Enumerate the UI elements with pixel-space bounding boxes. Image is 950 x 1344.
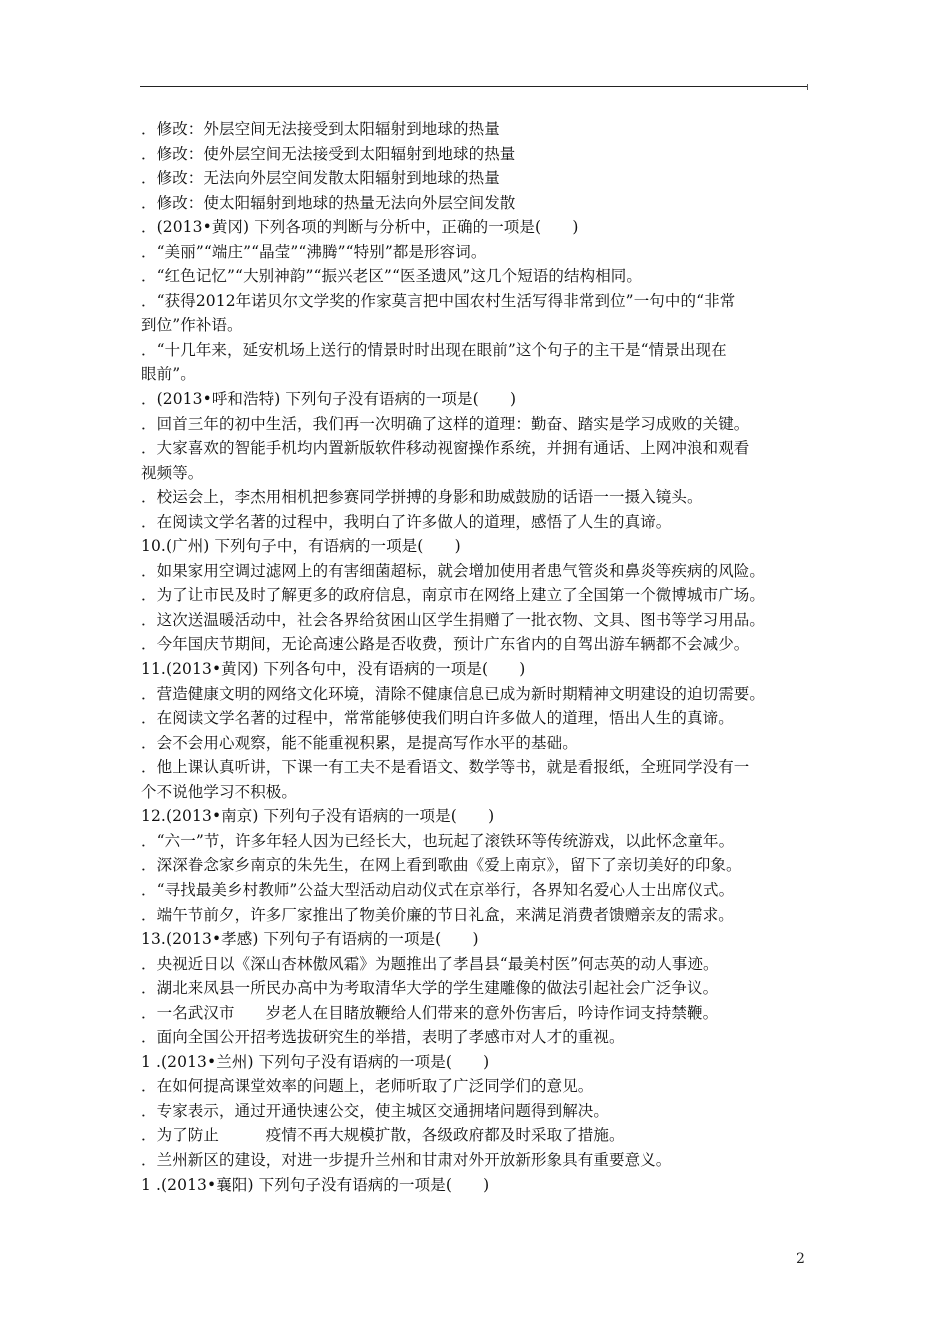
text-line: ．“六一”节，许多年轻人因为已经长大，也玩起了滚铁环等传统游戏，以此怀念童年。 [141, 831, 735, 850]
question-stem: 1 .(2013•襄阳) 下列句子没有语病的一项是( ) [141, 1175, 490, 1194]
text-line: ．修改：外层空间无法接受到太阳辐射到地球的热量 [141, 120, 500, 138]
header-rule-end-mark [807, 84, 808, 90]
question-stem: 11.(2013•黄冈) 下列各句中，没有语病的一项是( ) [141, 660, 526, 679]
text-line: 个不说他学习不积极。 [141, 782, 298, 801]
question-stem: 13.(2013•孝感) 下列句子有语病的一项是( ) [141, 930, 479, 949]
text-line: ．一名武汉市 岁老人在目睹放鞭给人们带来的意外伤害后，吟诗作词支持禁鞭。 [141, 1003, 719, 1022]
text-line: 视频等。 [141, 463, 204, 482]
text-line: ．如果家用空调过滤网上的有害细菌超标，就会增加使用者患气管炎和鼻炎等疾病的风险。 [141, 561, 766, 580]
text-line: ．为了防止 疫情不再大规模扩散，各级政府都及时采取了措施。 [141, 1126, 625, 1145]
text-line: ．校运会上，李杰用相机把参赛同学拼搏的身影和助威鼓励的话语一一摄入镜头。 [141, 488, 703, 507]
text-line: ．在阅读文学名著的过程中，我明白了许多做人的道理，感悟了人生的真谛。 [141, 512, 672, 531]
text-line: ．修改：无法向外层空间发散太阳辐射到地球的热量 [141, 169, 500, 188]
text-line: ．回首三年的初中生活，我们再一次明确了这样的道理：勤奋、踏实是学习成败的关键。 [141, 414, 750, 433]
text-line: 到位”作补语。 [141, 316, 243, 335]
question-stem: 10.(广州) 下列句子中，有语病的一项是( ) [141, 537, 461, 556]
text-line: ．修改：使外层空间无法接受到太阳辐射到地球的热量 [141, 144, 516, 163]
question-stem: 12.(2013•南京) 下列句子没有语病的一项是( ) [141, 807, 495, 826]
text-line: ．“十几年来，延安机场上送行的情景时时出现在眼前”这个句子的主干是“情景出现在 [141, 340, 727, 359]
question-text-block [141, 117, 811, 1197]
text-line: ．今年国庆节期间，无论高速公路是否收费，预计广东省内的自驾出游车辆都不会减少。 [141, 635, 750, 654]
text-line: ．湖北来凤县一所民办高中为考取清华大学的学生建雕像的做法引起社会广泛争议。 [141, 979, 719, 998]
text-line: 眼前”。 [141, 365, 196, 384]
page-number: 2 [796, 1251, 805, 1267]
text-line: ．“红色记忆”“大别神韵”“振兴老区”“医圣遗风”这几个短语的结构相同。 [141, 267, 642, 286]
text-line: ．在阅读文学名著的过程中，常常能够使我们明白许多做人的道理，悟出人生的真谛。 [141, 709, 734, 728]
text-line: ．修改：使太阳辐射到地球的热量无法向外层空间发散 [141, 193, 516, 212]
header-rule [140, 86, 808, 87]
text-line: ．会不会用心观察，能不能重视积累，是提高写作水平的基础。 [141, 733, 578, 752]
text-line: ．这次送温暖活动中，社会各界给贫困山区学生捐赠了一批衣物、文具、图书等学习用品。 [141, 610, 766, 629]
text-line: ．专家表示，通过开通快速公交，使主城区交通拥堵问题得到解决。 [141, 1101, 610, 1120]
text-line: ．“美丽”“端庄”“晶莹”“沸腾”“特别”都是形容词。 [141, 242, 487, 261]
text-line: ．他上课认真听讲，下课一有工夫不是看语文、数学等书，就是看报纸，全班同学没有一 [141, 758, 750, 777]
question-stem: 1 .(2013•兰州) 下列句子没有语病的一项是( ) [141, 1052, 490, 1071]
text-line: ．“获得2012年诺贝尔文学奖的作家莫言把中国农村生活写得非常到位”一句中的“非常 [141, 291, 736, 310]
text-line: ．端午节前夕，许多厂家推出了物美价廉的节日礼盒，来满足消费者馈赠亲友的需求。 [141, 905, 734, 924]
text-line: ．大家喜欢的智能手机均内置新版软件移动视窗操作系统，并拥有通话、上网冲浪和观看 [141, 439, 750, 458]
text-line: ．央视近日以《深山杏林傲风霜》为题推出了孝昌县“最美村医”何志英的动人事迹。 [141, 954, 719, 973]
question-stem: ．(2013•黄冈) 下列各项的判断与分析中，正确的一项是( ) [141, 218, 579, 237]
text-line: ．在如何提高课堂效率的问题上，老师听取了广泛同学们的意见。 [141, 1077, 594, 1096]
text-line: ．兰州新区的建设，对进一步提升兰州和甘肃对外开放新形象具有重要意义。 [141, 1150, 672, 1169]
text-line: ．营造健康文明的网络文化环境，清除不健康信息已成为新时期精神文明建设的迫切需要。 [141, 684, 766, 703]
text-line: ．深深眷念家乡南京的朱先生，在网上看到歌曲《爱上南京》，留下了亲切美好的印象。 [141, 856, 742, 875]
text-line: ．“寻找最美乡村教师”公益大型活动启动仪式在京举行，各界知名爱心人士出席仪式。 [141, 880, 735, 899]
text-line: ．为了让市民及时了解更多的政府信息，南京市在网络上建立了全国第一个微博城市广场。 [141, 586, 766, 605]
question-stem: ．(2013•呼和浩特) 下列句子没有语病的一项是( ) [141, 390, 517, 409]
text-line: ．面向全国公开招考选拔研究生的举措，表明了孝感市对人才的重视。 [141, 1028, 625, 1047]
